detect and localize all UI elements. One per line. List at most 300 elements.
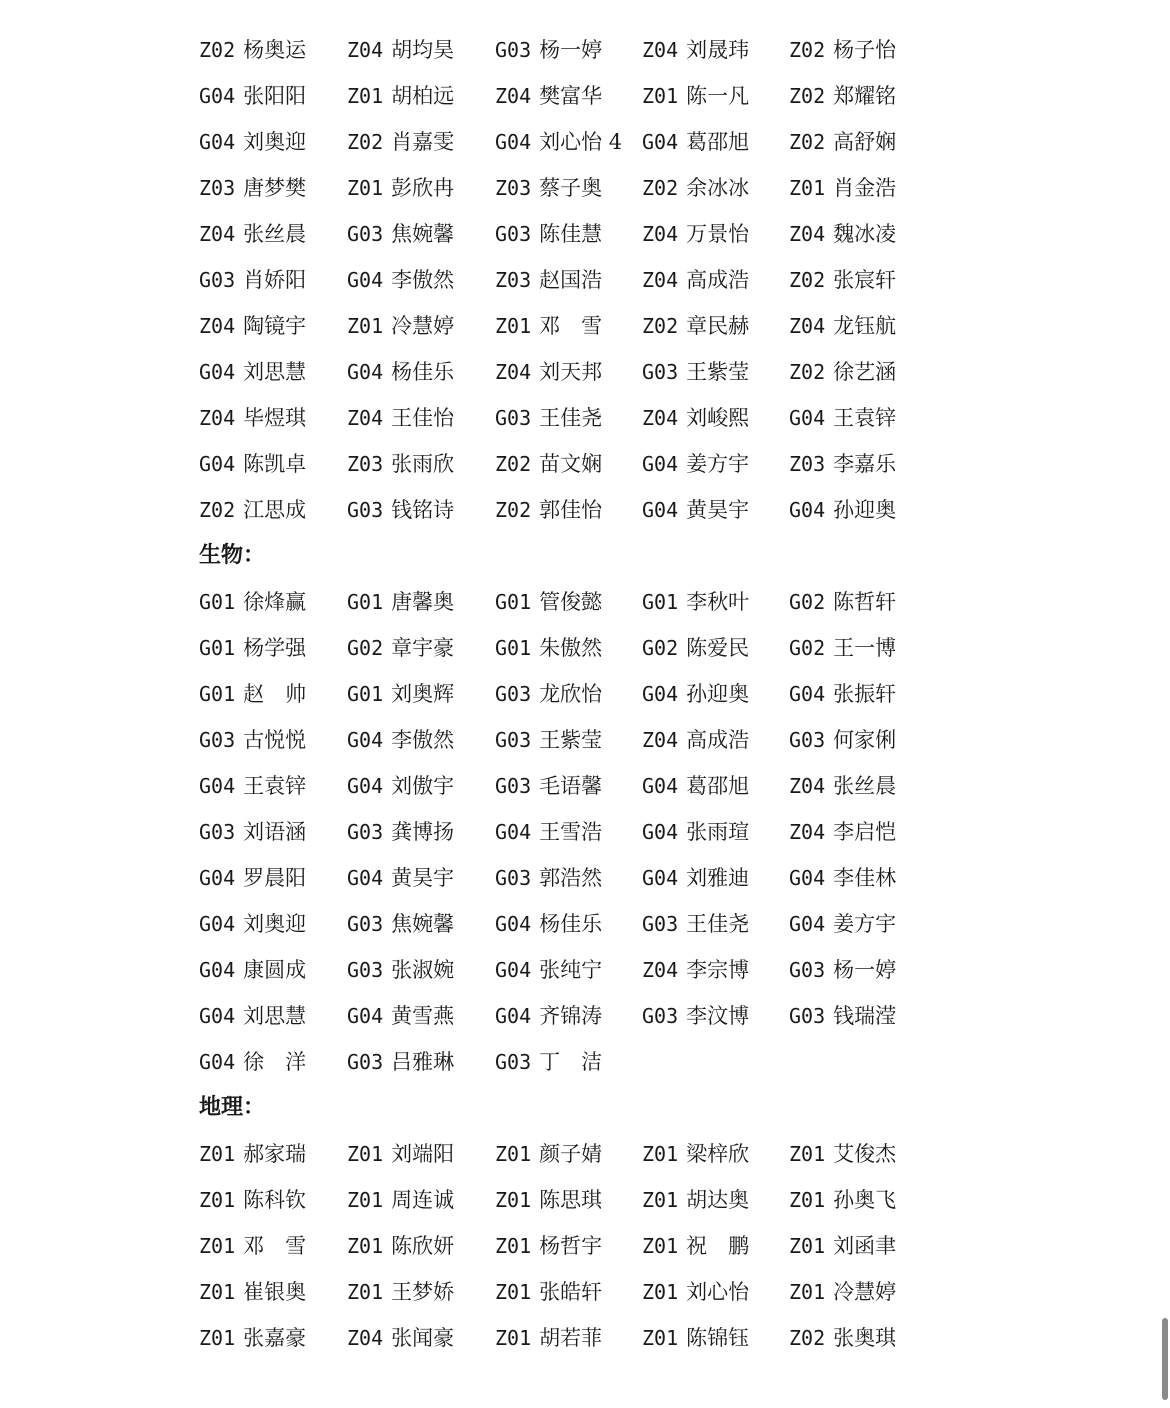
student-entry [347,771,454,801]
class-code: Z02 [789,268,826,292]
student-name: 王佳怡 [391,406,455,430]
class-code: Z01 [495,1234,532,1258]
student-name: 冷慧婷 [833,1280,897,1304]
name-row [199,671,959,717]
student-name: 吕雅琳 [391,1050,455,1074]
class-code: G01 [347,590,384,614]
student-entry [642,35,749,65]
student-entry [347,633,454,663]
class-code: Z03 [495,268,532,292]
student-name: 胡达奥 [686,1188,750,1212]
student-name: 周连诚 [391,1188,455,1212]
student-name: 杨学强 [243,636,307,660]
document-body [199,27,959,1361]
student-name: 高舒娴 [833,130,897,154]
class-code: Z04 [347,1326,384,1350]
student-name: 张雨瑄 [686,820,750,844]
student-entry [642,633,749,663]
student-name: 肖嘉雯 [391,130,455,154]
class-code: Z01 [642,1234,679,1258]
class-code: G03 [495,682,532,706]
student-entry [642,1001,749,1031]
student-name: 龙欣怡 [539,682,603,706]
class-code: Z02 [495,452,532,476]
class-code: G03 [495,728,532,752]
student-name: 刘奥迎 [243,130,307,154]
scrollbar[interactable] [1162,1318,1168,1400]
student-name: 罗晨阳 [243,866,307,890]
student-name: 李佳林 [833,866,897,890]
class-code: G03 [495,774,532,798]
student-name: 章民赫 [686,314,750,338]
name-row [199,579,959,625]
name-row [199,257,959,303]
student-name: 杨子怡 [833,38,897,62]
student-name: 唐梦樊 [243,176,307,200]
student-entry [495,81,602,111]
student-name: 张纯宁 [539,958,603,982]
student-name: 张雨欣 [391,452,455,476]
class-code: G03 [347,222,384,246]
class-code: G02 [789,590,826,614]
student-name: 齐锦涛 [539,1004,603,1028]
student-name: 毛语馨 [539,774,603,798]
student-entry [789,1139,896,1169]
student-entry [347,173,454,203]
student-entry [495,1001,602,1031]
class-code: Z02 [642,314,679,338]
student-entry [642,817,749,847]
student-entry [642,679,749,709]
student-entry [642,1277,749,1307]
class-code: Z04 [789,222,826,246]
class-code: G04 [495,958,532,982]
student-name: 王袁锌 [243,774,307,798]
class-code: Z04 [642,268,679,292]
student-name: 赵国浩 [539,268,603,292]
student-name: 郭佳怡 [539,498,603,522]
student-name: 李秋叶 [686,590,750,614]
student-entry [789,633,896,663]
name-row [199,855,959,901]
class-code: G02 [347,636,384,660]
name-row [199,993,959,1039]
student-entry [199,863,306,893]
student-entry [199,587,306,617]
class-code: G01 [199,636,236,660]
class-code: Z04 [642,728,679,752]
student-name: 刘傲宇 [391,774,455,798]
name-row [199,763,959,809]
class-code: G04 [199,912,236,936]
student-name: 陈佳慧 [539,222,603,246]
student-entry [642,449,749,479]
name-row [199,1177,959,1223]
student-name: 余冰冰 [686,176,750,200]
student-entry [495,1323,602,1353]
student-entry [789,1277,896,1307]
student-entry [789,771,896,801]
class-code: G04 [642,820,679,844]
section-heading [199,1085,959,1131]
student-name: 高成浩 [686,268,750,292]
class-code: Z01 [495,1280,532,1304]
student-name: 刘端阳 [391,1142,455,1166]
student-entry [347,725,454,755]
student-entry [642,1139,749,1169]
student-entry [789,1185,896,1215]
student-name: 王一博 [833,636,897,660]
student-name: 彭欣冉 [391,176,455,200]
name-row [199,1315,959,1361]
student-name: 徐烽赢 [243,590,307,614]
student-name: 张宸轩 [833,268,897,292]
class-code: Z01 [199,1142,236,1166]
name-row [199,211,959,257]
student-name: 孙迎奥 [686,682,750,706]
student-entry [199,311,306,341]
student-entry [789,35,896,65]
student-entry [199,1047,306,1077]
student-name: 何家俐 [833,728,897,752]
student-name: 万景怡 [686,222,750,246]
student-entry [347,1139,454,1169]
student-name: 陈一凡 [686,84,750,108]
class-code: Z01 [347,176,384,200]
student-name: 杨奥运 [243,38,307,62]
student-name: 刘思慧 [243,1004,307,1028]
student-name: 刘雅迪 [686,866,750,890]
class-code: Z01 [347,84,384,108]
student-name: 蔡子奥 [539,176,603,200]
class-code: G03 [495,406,532,430]
student-entry [642,127,749,157]
student-name: 孙奥飞 [833,1188,897,1212]
class-code: G04 [642,130,679,154]
class-code: G04 [495,912,532,936]
student-name: 陶镜宇 [243,314,307,338]
student-entry [347,1185,454,1215]
name-row [199,901,959,947]
student-entry [495,173,602,203]
class-code: Z04 [642,38,679,62]
student-name: 王佳尧 [539,406,603,430]
student-entry [199,449,306,479]
student-entry [347,1047,454,1077]
student-name: 陈科钦 [243,1188,307,1212]
class-code: Z04 [347,406,384,430]
class-code: G03 [642,1004,679,1028]
student-entry [347,909,454,939]
section-heading-text: 地理： [199,1095,266,1120]
class-code: G04 [347,1004,384,1028]
student-entry [495,1139,602,1169]
class-code: G03 [199,820,236,844]
student-entry [495,863,602,893]
student-name: 郭浩然 [539,866,603,890]
student-name: 陈哲轩 [833,590,897,614]
student-entry [199,955,306,985]
class-code: Z01 [347,314,384,338]
class-code: G04 [199,130,236,154]
student-entry [495,909,602,939]
section-heading-text: 生物： [199,543,266,568]
student-name: 杨佳乐 [391,360,455,384]
class-code: Z02 [199,498,236,522]
class-code: Z01 [789,1188,826,1212]
student-name: 钱铭诗 [391,498,455,522]
class-code: G04 [789,912,826,936]
name-row [199,303,959,349]
student-entry [347,127,454,157]
student-name: 肖金浩 [833,176,897,200]
student-entry [789,173,896,203]
student-name: 张振轩 [833,682,897,706]
student-name: 刘天邦 [539,360,603,384]
student-name: 刘心怡 4 [539,130,623,154]
class-code: Z04 [789,820,826,844]
class-code: Z01 [199,1326,236,1350]
student-entry [495,449,602,479]
student-entry [199,127,306,157]
class-code: Z02 [642,176,679,200]
student-name: 高成浩 [686,728,750,752]
class-code: G02 [642,636,679,660]
class-code: G03 [495,222,532,246]
student-entry [789,127,896,157]
student-entry [642,909,749,939]
name-row [199,625,959,671]
class-code: G04 [642,866,679,890]
student-entry [199,495,306,525]
student-entry [199,1185,306,1215]
name-row [199,809,959,855]
student-name: 王袁锌 [833,406,897,430]
class-code: Z01 [495,1142,532,1166]
class-code: G04 [347,774,384,798]
student-entry [642,219,749,249]
student-name: 张皓轩 [539,1280,603,1304]
class-code: G04 [199,774,236,798]
student-name: 李汶博 [686,1004,750,1028]
student-name: 张丝晨 [833,774,897,798]
class-code: G04 [642,682,679,706]
class-code: Z02 [789,130,826,154]
student-entry [495,495,602,525]
student-name: 邓 雪 [539,314,603,338]
student-name: 李傲然 [391,268,455,292]
student-name: 毕煜琪 [243,406,307,430]
class-code: Z03 [347,452,384,476]
student-entry [642,1323,749,1353]
student-entry [495,403,602,433]
student-entry [642,1231,749,1261]
student-name: 张淑婉 [391,958,455,982]
student-name: 杨一婷 [833,958,897,982]
student-name: 唐馨奥 [391,590,455,614]
class-code: G03 [789,958,826,982]
class-code: G01 [347,682,384,706]
student-name: 焦婉馨 [391,222,455,246]
student-name: 胡柏远 [391,84,455,108]
student-name: 艾俊杰 [833,1142,897,1166]
student-name: 刘语涵 [243,820,307,844]
student-entry [199,679,306,709]
class-code: G04 [642,774,679,798]
student-entry [347,449,454,479]
student-entry [642,771,749,801]
student-name: 樊富华 [539,84,603,108]
student-name: 张丝晨 [243,222,307,246]
student-entry [199,1277,306,1307]
class-code: G01 [495,590,532,614]
class-code: Z03 [789,452,826,476]
student-entry [347,265,454,295]
class-code: Z03 [495,176,532,200]
student-name: 龙钰航 [833,314,897,338]
student-name: 冷慧婷 [391,314,455,338]
class-code: Z01 [495,1326,532,1350]
class-code: G01 [199,682,236,706]
student-name: 钱瑞滢 [833,1004,897,1028]
student-name: 刘心怡 [686,1280,750,1304]
student-entry [789,587,896,617]
class-code: Z04 [642,958,679,982]
name-row [199,27,959,73]
class-code: Z01 [642,1280,679,1304]
class-code: G04 [789,682,826,706]
student-name: 王雪浩 [539,820,603,844]
student-name: 姜方宇 [686,452,750,476]
name-row [199,165,959,211]
student-entry [642,495,749,525]
student-entry [495,1185,602,1215]
class-code: G04 [347,268,384,292]
student-name: 焦婉馨 [391,912,455,936]
class-code: G01 [495,636,532,660]
class-code: Z01 [642,84,679,108]
student-name: 李启恺 [833,820,897,844]
class-code: G03 [495,866,532,890]
student-name: 刘晟玮 [686,38,750,62]
class-code: Z01 [642,1188,679,1212]
class-code: G04 [642,498,679,522]
class-code: Z01 [199,1280,236,1304]
class-code: G04 [495,1004,532,1028]
student-name: 刘峻熙 [686,406,750,430]
class-code: G04 [347,866,384,890]
student-name: 李傲然 [391,728,455,752]
class-code: Z01 [347,1142,384,1166]
student-entry [199,35,306,65]
student-entry [495,679,602,709]
class-code: G03 [347,1050,384,1074]
student-entry [495,1231,602,1261]
class-code: Z01 [199,1234,236,1258]
student-entry [789,1001,896,1031]
student-entry [642,955,749,985]
student-name: 孙迎奥 [833,498,897,522]
name-row [199,1223,959,1269]
student-entry [789,449,896,479]
class-code: G04 [199,958,236,982]
student-entry [199,817,306,847]
student-entry [347,587,454,617]
student-entry [347,863,454,893]
student-entry [789,357,896,387]
student-name: 张闻豪 [391,1326,455,1350]
name-row [199,1269,959,1315]
class-code: G03 [495,1050,532,1074]
student-entry [495,955,602,985]
class-code: G04 [199,452,236,476]
student-name: 陈锦钰 [686,1326,750,1350]
class-code: Z04 [789,774,826,798]
student-entry [199,633,306,663]
class-code: Z01 [642,1326,679,1350]
student-name: 郝家瑞 [243,1142,307,1166]
student-entry [199,357,306,387]
student-entry [347,403,454,433]
class-code: G04 [495,130,532,154]
student-name: 黄雪燕 [391,1004,455,1028]
student-name: 龚博扬 [391,820,455,844]
class-code: G03 [789,728,826,752]
student-entry [347,955,454,985]
student-entry [199,771,306,801]
class-code: G04 [347,728,384,752]
student-entry [199,173,306,203]
student-entry [199,403,306,433]
name-row [199,947,959,993]
student-name: 崔银奥 [243,1280,307,1304]
class-code: Z04 [199,406,236,430]
class-code: G03 [642,360,679,384]
class-code: Z01 [642,1142,679,1166]
student-name: 肖娇阳 [243,268,307,292]
class-code: G04 [495,820,532,844]
student-entry [495,587,602,617]
student-entry [789,863,896,893]
student-entry [495,633,602,663]
student-entry [642,863,749,893]
student-name: 王梦娇 [391,1280,455,1304]
student-entry [495,311,602,341]
class-code: Z04 [495,360,532,384]
class-code: G04 [642,452,679,476]
student-entry [789,1231,896,1261]
student-entry [347,81,454,111]
student-name: 江思成 [243,498,307,522]
student-name: 黄昊宇 [391,866,455,890]
student-entry [347,357,454,387]
student-name: 颜子婧 [539,1142,603,1166]
student-entry [642,1185,749,1215]
student-name: 张阳阳 [243,84,307,108]
student-entry [789,311,896,341]
student-entry [199,219,306,249]
class-code: Z02 [789,1326,826,1350]
class-code: Z01 [495,1188,532,1212]
class-code: G04 [789,406,826,430]
student-name: 李宗博 [686,958,750,982]
class-code: G03 [347,820,384,844]
student-name: 杨一婷 [539,38,603,62]
class-code: G03 [347,498,384,522]
class-code: G04 [789,866,826,890]
student-name: 刘奥辉 [391,682,455,706]
student-entry [199,81,306,111]
